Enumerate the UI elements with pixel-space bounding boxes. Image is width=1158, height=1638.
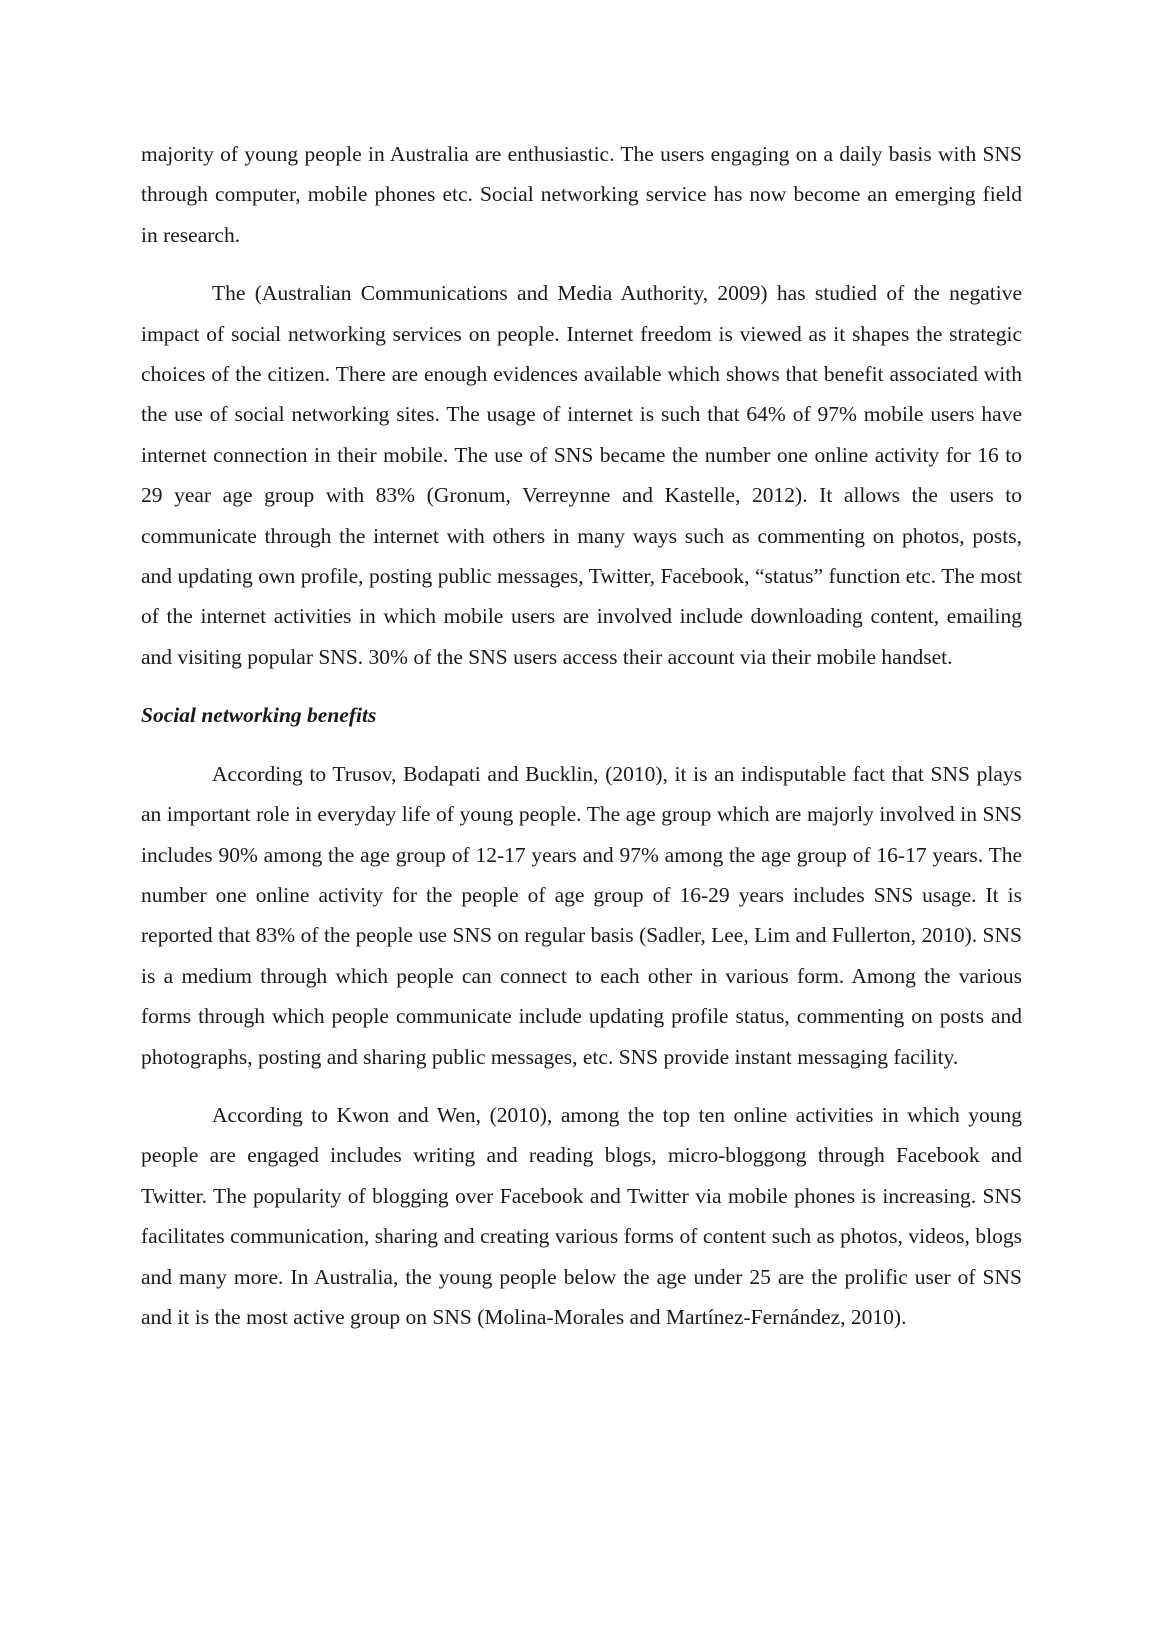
paragraph-kwon-wen: According to Kwon and Wen, (2010), among the top ten online activities in which young people are engaged includes writing and reading blogs, micro-bloggong through Facebook and Twitter. The popularity of blogging over Facebook and Twitter via mobile phones is increasing. SNS facilitates communication, sharing and creating various forms of content such as photos, videos, blogs and many more. In Australia, the young people below the age under 25 are the prolific user of SNS and it is the most active group on SNS (Molina-Morales and Martínez-Fernández, 2010). <box>141 1102 1022 1329</box>
document-page <box>141 134 1022 1355</box>
paragraph-trusov: According to Trusov, Bodapati and Bucklin, (2010), it is an indisputable fact that SNS plays an important role in everyday life of young people. The age group which are majorly involved in SNS includes 90% among the age group of 12-17 years and 97% among the age group of 16-17 years. The number one online activity for the people of age group of 16-29 years includes SNS usage. It is reported that 83% of the people use SNS on regular basis (Sadler, Lee, Lim and Fullerton, 2010). SNS is a medium through which people can connect to each other in various form. Among the various forms through which people communicate include updating profile status, commenting on posts and photographs, posting and sharing public messages, etc. SNS provide instant messaging facility. <box>141 761 1022 1069</box>
paragraph-intro-continuation: majority of young people in Australia are enthusiastic. The users engaging on a daily basis with SNS through computer, mobile phones etc. Social networking service has now become an emerging field in research. <box>141 142 1022 247</box>
paragraph-acma-study: The (Australian Communications and Media Authority, 2009) has studied of the negative impact of social networking services on people. Internet freedom is viewed as it shapes the strategic choices of the citizen. There are enough evidences available which shows that benefit associated with the use of social networking sites. The usage of internet is such that 64% of 97% mobile users have internet connection in their mobile. The use of SNS became the number one online activity for 16 to 29 year age group with 83% (Gronum, Verreynne and Kastelle, 2012). It allows the users to communicate through the internet with others in many ways such as commenting on photos, posts, and updating own profile, posting public messages, Twitter, Facebook, “status” function etc. The most of the internet activities in which mobile users are involved include downloading content, emailing and visiting popular SNS. 30% of the SNS users access their account via their mobile handset. <box>141 281 1022 669</box>
section-heading: Social networking benefits <box>141 703 377 728</box>
